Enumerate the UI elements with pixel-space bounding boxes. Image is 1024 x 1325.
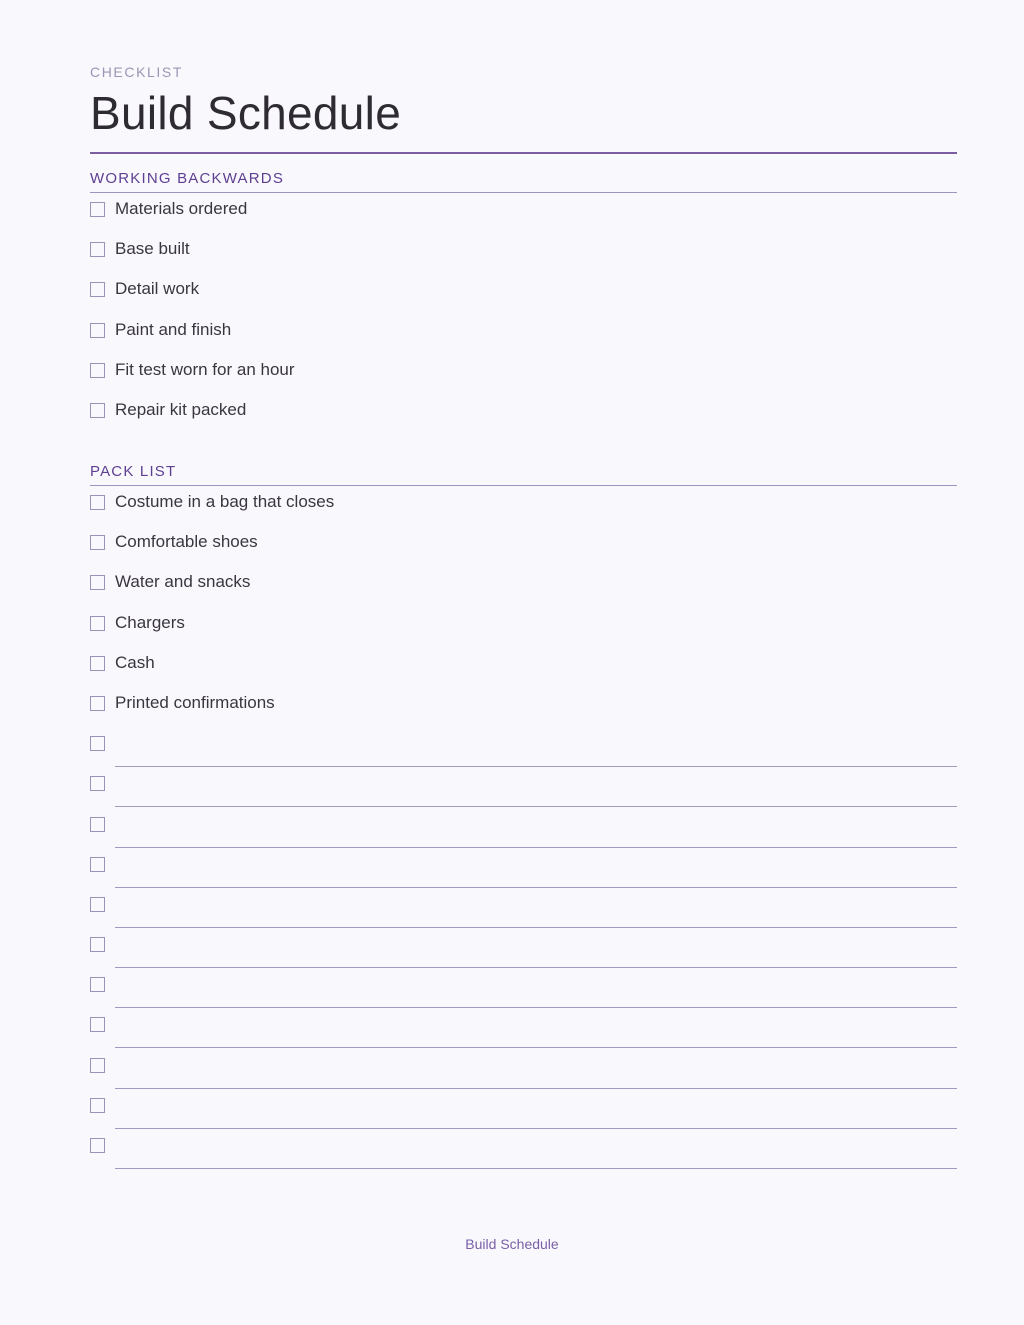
write-in-line[interactable] (115, 1150, 957, 1169)
write-in-line[interactable] (115, 788, 957, 807)
checkbox[interactable] (90, 1058, 105, 1073)
blank-checklist-item (90, 895, 957, 935)
checklist-item-label: Repair kit packed (115, 399, 247, 419)
checklist-item (90, 401, 957, 441)
page-footer: Build Schedule (465, 1236, 559, 1252)
checklist-item (90, 200, 957, 240)
checklist-item-label: Cash (115, 652, 155, 672)
checkbox[interactable] (90, 535, 105, 550)
checkbox[interactable] (90, 495, 105, 510)
blank-checklist-item (90, 1015, 957, 1055)
checkbox[interactable] (90, 656, 105, 671)
checklist-item (90, 321, 957, 361)
write-in-line[interactable] (115, 869, 957, 888)
checklist-page (90, 0, 957, 1325)
blank-checklist-item (90, 975, 957, 1015)
blank-checklist-item (90, 774, 957, 814)
checklist-item (90, 533, 957, 573)
write-in-line[interactable] (115, 748, 957, 767)
checkbox[interactable] (90, 1138, 105, 1153)
checklist-item (90, 240, 957, 280)
blank-checklist-item (90, 734, 957, 774)
blank-checklist-item (90, 935, 957, 975)
page-eyebrow: CHECKLIST (90, 64, 183, 80)
checkbox[interactable] (90, 323, 105, 338)
checklist-item (90, 614, 957, 654)
write-in-line[interactable] (115, 829, 957, 848)
checkbox[interactable] (90, 776, 105, 791)
checklist-item-label: Paint and finish (115, 319, 232, 339)
checkbox[interactable] (90, 736, 105, 751)
write-in-line[interactable] (115, 1110, 957, 1129)
checklist-item (90, 694, 957, 734)
checklist-item-label: Printed confirmations (115, 692, 275, 712)
checklist-item-label: Materials ordered (115, 199, 248, 218)
blank-checklist-item (90, 1096, 957, 1136)
checkbox[interactable] (90, 242, 105, 257)
blank-checklist-item (90, 815, 957, 855)
checkbox[interactable] (90, 575, 105, 590)
checkbox[interactable] (90, 616, 105, 631)
checklist-item (90, 361, 957, 401)
section-working-backwards (90, 154, 957, 441)
checklist-item (90, 654, 957, 694)
checkbox[interactable] (90, 817, 105, 832)
checklist-item-label: Water and snacks (115, 572, 251, 592)
checklist-item-label: Costume in a bag that closes (115, 492, 335, 511)
checklist-item-label: Detail work (115, 279, 200, 299)
checklist-item (90, 573, 957, 613)
checkbox[interactable] (90, 282, 105, 297)
section-pack-list (90, 447, 957, 1176)
checklist-item (90, 280, 957, 320)
checkbox[interactable] (90, 1098, 105, 1113)
checkbox[interactable] (90, 977, 105, 992)
section-divider (90, 485, 957, 486)
section-title: PACK LIST (90, 463, 177, 480)
checkbox[interactable] (90, 403, 105, 418)
checkbox[interactable] (90, 202, 105, 217)
checklist-item-label: Chargers (115, 612, 185, 632)
section-header (90, 447, 957, 485)
write-in-line[interactable] (115, 989, 957, 1008)
checkbox[interactable] (90, 696, 105, 711)
checkbox[interactable] (90, 363, 105, 378)
checklist-item-label: Comfortable shoes (115, 532, 258, 552)
write-in-line[interactable] (115, 1029, 957, 1048)
blank-checklist-item (90, 855, 957, 895)
checkbox[interactable] (90, 937, 105, 952)
checkbox[interactable] (90, 897, 105, 912)
section-header (90, 154, 957, 192)
checklist-item-label: Fit test worn for an hour (115, 359, 295, 379)
section-title: WORKING BACKWARDS (90, 170, 285, 187)
checkbox[interactable] (90, 1017, 105, 1032)
blank-checklist-item (90, 1136, 957, 1176)
write-in-line[interactable] (115, 909, 957, 928)
blank-checklist-item (90, 1056, 957, 1096)
page-title: Build Schedule (90, 87, 402, 139)
write-in-line[interactable] (115, 949, 957, 968)
write-in-line[interactable] (115, 1070, 957, 1089)
checkbox[interactable] (90, 857, 105, 872)
checklist-item (90, 493, 957, 533)
section-divider (90, 192, 957, 193)
checklist-item-label: Base built (115, 239, 190, 259)
